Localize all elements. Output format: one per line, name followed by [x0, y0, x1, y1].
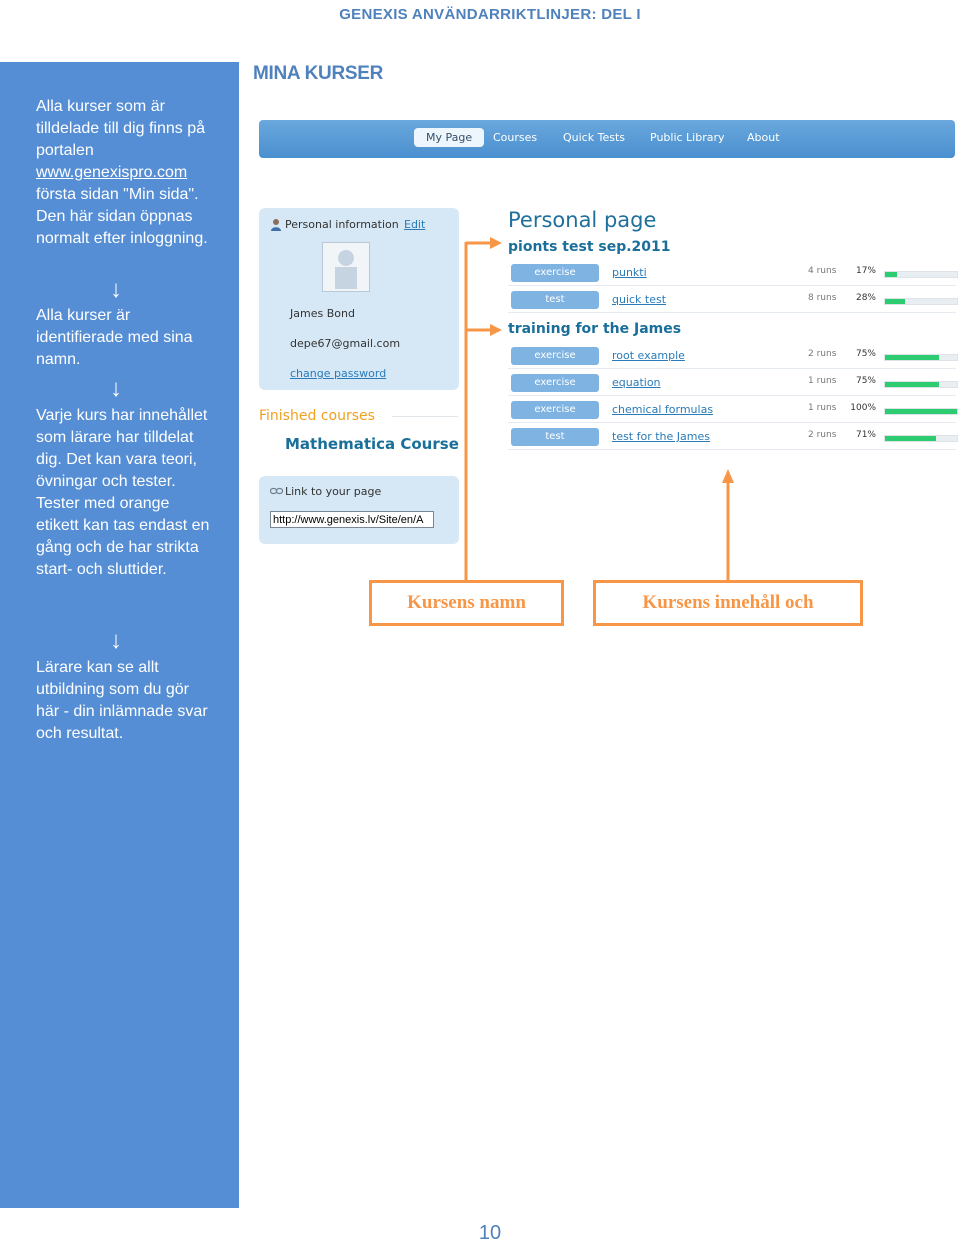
course-title-1[interactable]: pionts test sep.2011	[508, 239, 671, 255]
item-runs: 1 runs	[808, 403, 837, 413]
sidebar-paragraph-1-text: Alla kurser som är tilldelade till dig finns på portalen	[36, 98, 205, 159]
item-percent: 75%	[855, 349, 876, 359]
nav-about[interactable]: About	[747, 131, 780, 144]
course-name-arrow	[466, 242, 492, 580]
nav-quick-tests[interactable]: Quick Tests	[563, 131, 625, 144]
item-percent: 71%	[855, 430, 876, 440]
item-type-badge: test	[511, 291, 599, 309]
item-name-link[interactable]: quick test	[612, 293, 667, 306]
item-runs: 2 runs	[808, 430, 837, 440]
sidebar-paragraph-4: Lärare kan se allt utbildning som du gör här - din inlämnade svar och resultat.	[36, 659, 208, 742]
nav-courses[interactable]: Courses	[493, 131, 538, 144]
item-type-badge: exercise	[511, 374, 599, 392]
item-name-link[interactable]: chemical formulas	[612, 403, 714, 416]
item-type-badge: exercise	[511, 401, 599, 419]
edit-link[interactable]: Edit	[404, 218, 426, 231]
item-percent: 100%	[850, 403, 876, 413]
item-type-badge: test	[511, 428, 599, 446]
arrow-head-icon	[490, 324, 502, 336]
down-arrow-icon: ↓	[110, 276, 122, 303]
down-arrow-icon: ↓	[110, 375, 122, 402]
item-runs: 1 runs	[808, 376, 837, 386]
item-type-badge: exercise	[511, 347, 599, 365]
callout-course-name: Kursens namn	[369, 580, 564, 626]
arrow-head-icon	[490, 237, 502, 249]
item-name-link[interactable]: test for the James	[612, 430, 710, 443]
finished-course-name[interactable]: Mathematica Course	[285, 435, 459, 453]
sidebar-paragraph-2: Alla kurser är identifierade med sina namn.	[36, 307, 193, 368]
item-name-link[interactable]: equation	[612, 376, 661, 389]
item-percent: 28%	[855, 293, 876, 303]
item-type-badge: exercise	[511, 264, 599, 282]
callout-course-content: Kursens innehåll och	[593, 580, 863, 626]
item-percent: 17%	[855, 266, 876, 276]
course-title-2[interactable]: training for the James	[508, 321, 682, 337]
down-arrow-icon: ↓	[110, 627, 122, 654]
item-runs: 4 runs	[808, 266, 837, 276]
item-runs: 2 runs	[808, 349, 837, 359]
user-name: James Bond	[290, 307, 355, 320]
item-percent: 75%	[855, 376, 876, 386]
item-name-link[interactable]: root example	[612, 349, 685, 362]
personal-info-header: Personal information	[285, 218, 399, 231]
item-name-link[interactable]: punkti	[612, 266, 647, 279]
document-header: GENEXIS ANVÄNDARRIKTLINJER: DEL I	[339, 6, 641, 23]
nav-public-library[interactable]: Public Library	[650, 131, 725, 144]
link-label: Link to your page	[285, 485, 382, 498]
page-number: 10	[478, 1222, 502, 1244]
change-password-link[interactable]: change password	[290, 367, 387, 380]
sidebar-paragraph-3: Varje kurs har innehållet som lärare har tilldelat dig. Det kan vara teori, övningar och tester. Tester med orange etikett kan tas endast en gång och de har strikta start- och sluttider.	[36, 407, 210, 578]
user-email: depe67@gmail.com	[290, 337, 401, 350]
nav-my-page[interactable]: My Page	[414, 128, 484, 147]
item-runs: 8 runs	[808, 293, 837, 303]
personal-page-title: Personal page	[508, 208, 657, 232]
finished-courses-heading: Finished courses	[259, 408, 375, 424]
section-title: MINA KURSER	[253, 63, 384, 84]
arrow-head-icon	[722, 469, 734, 483]
sidebar-paragraph-1-text-2: första sidan "Min sida". Den här sidan öppnas normalt efter inloggning.	[36, 186, 208, 247]
portal-link[interactable]: www.genexispro.com	[36, 164, 188, 181]
